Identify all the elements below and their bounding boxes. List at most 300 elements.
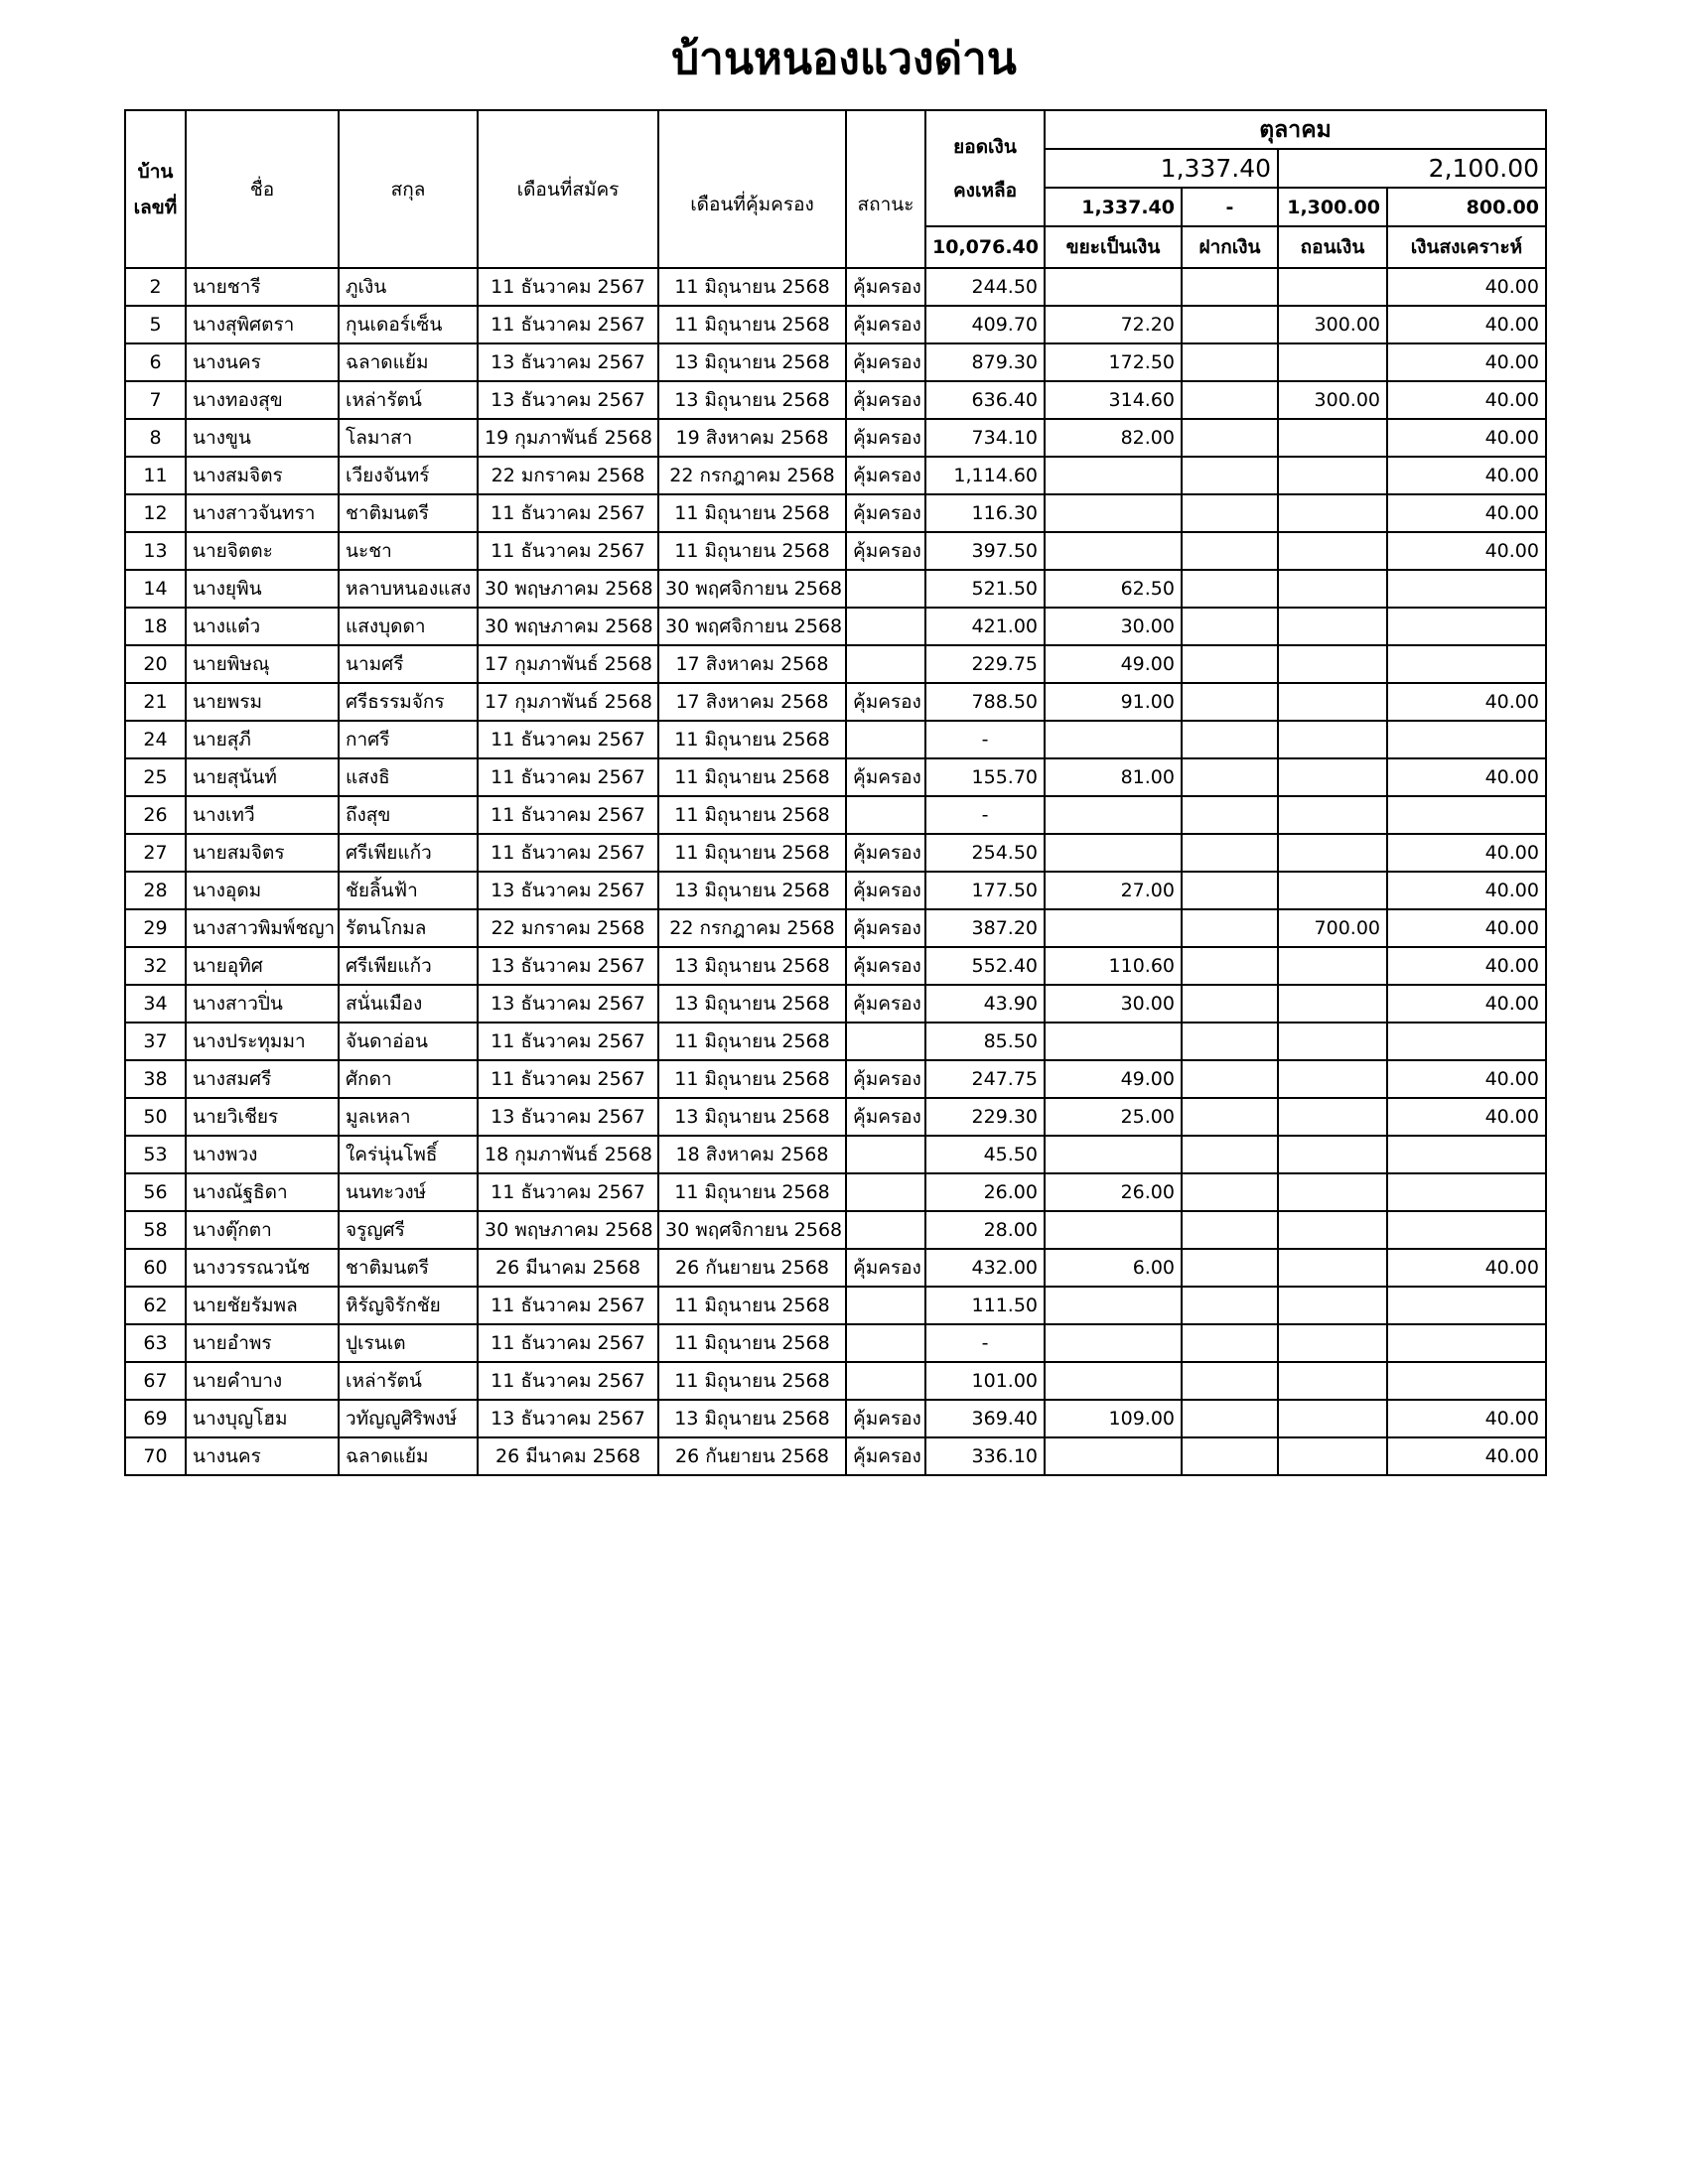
table-row (125, 758, 1546, 796)
balance-cell: 28.00 (925, 1211, 1045, 1249)
welfare-cell (1387, 1023, 1546, 1060)
house-number-cell: 18 (125, 608, 186, 645)
protect-date-cell: 22 กรกฎาคม 2568 (658, 457, 846, 494)
name-cell: นางขูน (186, 419, 339, 457)
welfare-cell (1387, 1362, 1546, 1400)
balance-cell: 432.00 (925, 1249, 1045, 1287)
protect-date-cell: 11 มิถุนายน 2568 (658, 532, 846, 570)
balance-cell: 387.20 (925, 909, 1045, 947)
table-row (125, 834, 1546, 872)
ledger-body (125, 268, 1546, 1475)
waste-amount-cell (1045, 532, 1182, 570)
waste-amount-cell: 6.00 (1045, 1249, 1182, 1287)
deposit-cell (1182, 947, 1278, 985)
house-number-cell: 24 (125, 721, 186, 758)
deposit-cell (1182, 419, 1278, 457)
surname-cell: ชัยลิ้นฟ้า (339, 872, 478, 909)
house-number-cell: 58 (125, 1211, 186, 1249)
withdraw-cell (1278, 532, 1387, 570)
table-row (125, 1362, 1546, 1400)
house-number-cell: 63 (125, 1324, 186, 1362)
table-row (125, 947, 1546, 985)
welfare-cell: 40.00 (1387, 1249, 1546, 1287)
status-cell (846, 1324, 925, 1362)
table-row (125, 1211, 1546, 1249)
name-cell: นางสาวปิ่น (186, 985, 339, 1023)
house-number-cell: 56 (125, 1173, 186, 1211)
surname-cell: กุนเดอร์เซ็น (339, 306, 478, 343)
house-number-cell: 26 (125, 796, 186, 834)
apply-date-cell: 13 ธันวาคม 2567 (478, 947, 658, 985)
apply-date-cell: 26 มีนาคม 2568 (478, 1437, 658, 1475)
table-row (125, 1287, 1546, 1324)
sub-total-3: 1,300.00 (1278, 188, 1387, 226)
table-row (125, 532, 1546, 570)
protect-date-cell: 13 มิถุนายน 2568 (658, 381, 846, 419)
withdraw-cell (1278, 608, 1387, 645)
balance-cell: 397.50 (925, 532, 1045, 570)
balance-cell: 369.40 (925, 1400, 1045, 1437)
apply-date-cell: 11 ธันวาคม 2567 (478, 1324, 658, 1362)
balance-cell: 1,114.60 (925, 457, 1045, 494)
waste-amount-cell: 81.00 (1045, 758, 1182, 796)
status-cell (846, 1136, 925, 1173)
status-cell: คุ้มครอง (846, 947, 925, 985)
welfare-cell: 40.00 (1387, 343, 1546, 381)
status-cell (846, 1287, 925, 1324)
surname-cell: โลมาสา (339, 419, 478, 457)
withdraw-cell (1278, 570, 1387, 608)
house-number-cell: 70 (125, 1437, 186, 1475)
deposit-cell (1182, 645, 1278, 683)
table-row (125, 419, 1546, 457)
welfare-cell: 40.00 (1387, 306, 1546, 343)
withdraw-cell: 700.00 (1278, 909, 1387, 947)
house-number-cell: 2 (125, 268, 186, 306)
status-cell: คุ้มครอง (846, 494, 925, 532)
apply-date-cell: 13 ธันวาคม 2567 (478, 1098, 658, 1136)
status-cell: คุ้มครอง (846, 268, 925, 306)
header-first-name: ชื่อ (186, 110, 339, 268)
balance-cell: 116.30 (925, 494, 1045, 532)
status-cell (846, 796, 925, 834)
waste-amount-cell: 25.00 (1045, 1098, 1182, 1136)
status-cell: คุ้มครอง (846, 1098, 925, 1136)
balance-cell: 43.90 (925, 985, 1045, 1023)
waste-amount-cell (1045, 796, 1182, 834)
table-row (125, 457, 1546, 494)
apply-date-cell: 11 ธันวาคม 2567 (478, 268, 658, 306)
protect-date-cell: 26 กันยายน 2568 (658, 1437, 846, 1475)
status-cell (846, 1173, 925, 1211)
house-number-cell: 14 (125, 570, 186, 608)
surname-cell: ศักดา (339, 1060, 478, 1098)
page-title: บ้านหนองแวงด่าน (671, 34, 1017, 84)
apply-date-cell: 30 พฤษภาคม 2568 (478, 1211, 658, 1249)
name-cell: นางประทุมมา (186, 1023, 339, 1060)
balance-cell: 155.70 (925, 758, 1045, 796)
table-row (125, 1400, 1546, 1437)
welfare-cell: 40.00 (1387, 683, 1546, 721)
status-cell (846, 721, 925, 758)
balance-cell: 879.30 (925, 343, 1045, 381)
withdraw-cell (1278, 1023, 1387, 1060)
group-total-2: 2,100.00 (1278, 149, 1546, 188)
name-cell: นางสาวจันทรา (186, 494, 339, 532)
ledger-table (124, 109, 1547, 1476)
withdraw-cell (1278, 1211, 1387, 1249)
header-deposit: ฝากเงิน (1182, 226, 1278, 268)
protect-date-cell: 11 มิถุนายน 2568 (658, 1060, 846, 1098)
surname-cell: ศรีเพียแก้ว (339, 947, 478, 985)
apply-date-cell: 22 มกราคม 2568 (478, 909, 658, 947)
waste-amount-cell: 62.50 (1045, 570, 1182, 608)
table-row (125, 721, 1546, 758)
surname-cell: วทัญญูศิริพงษ์ (339, 1400, 478, 1437)
surname-cell: เวียงจันทร์ (339, 457, 478, 494)
name-cell: นางทองสุข (186, 381, 339, 419)
welfare-cell: 40.00 (1387, 834, 1546, 872)
protect-date-cell: 13 มิถุนายน 2568 (658, 343, 846, 381)
waste-amount-cell: 82.00 (1045, 419, 1182, 457)
balance-cell: 409.70 (925, 306, 1045, 343)
protect-date-cell: 19 สิงหาคม 2568 (658, 419, 846, 457)
surname-cell: ฉลาดแย้ม (339, 343, 478, 381)
apply-date-cell: 11 ธันวาคม 2567 (478, 1287, 658, 1324)
deposit-cell (1182, 306, 1278, 343)
protect-date-cell: 13 มิถุนายน 2568 (658, 1098, 846, 1136)
balance-cell: 521.50 (925, 570, 1045, 608)
waste-amount-cell: 26.00 (1045, 1173, 1182, 1211)
protect-date-cell: 11 มิถุนายน 2568 (658, 1173, 846, 1211)
table-row (125, 1437, 1546, 1475)
name-cell: นายสมจิตร (186, 834, 339, 872)
welfare-cell: 40.00 (1387, 909, 1546, 947)
deposit-cell (1182, 494, 1278, 532)
status-cell: คุ้มครอง (846, 683, 925, 721)
protect-date-cell: 11 มิถุนายน 2568 (658, 1324, 846, 1362)
table-row (125, 1173, 1546, 1211)
waste-amount-cell (1045, 1211, 1182, 1249)
house-number-cell: 27 (125, 834, 186, 872)
house-number-cell: 12 (125, 494, 186, 532)
name-cell: นายจิตตะ (186, 532, 339, 570)
apply-date-cell: 11 ธันวาคม 2567 (478, 796, 658, 834)
waste-amount-cell (1045, 1023, 1182, 1060)
header-balance: ยอดเงิน คงเหลือ (925, 110, 1045, 226)
house-number-cell: 6 (125, 343, 186, 381)
surname-cell: นนทะวงษ์ (339, 1173, 478, 1211)
table-row (125, 1249, 1546, 1287)
surname-cell: ใคร่นุ่นโพธิ์ (339, 1136, 478, 1173)
status-cell: คุ้มครอง (846, 1060, 925, 1098)
balance-cell: 336.10 (925, 1437, 1045, 1475)
header-month: ตุลาคม (1045, 110, 1546, 149)
status-cell (846, 570, 925, 608)
name-cell: นายอำพร (186, 1324, 339, 1362)
header-protect-month: เดือนที่คุ้มครอง (658, 110, 846, 268)
house-number-cell: 7 (125, 381, 186, 419)
withdraw-cell (1278, 645, 1387, 683)
apply-date-cell: 17 กุมภาพันธ์ 2568 (478, 645, 658, 683)
name-cell: นายสุนันท์ (186, 758, 339, 796)
waste-amount-cell: 49.00 (1045, 1060, 1182, 1098)
name-cell: นางพวง (186, 1136, 339, 1173)
withdraw-cell (1278, 1324, 1387, 1362)
protect-date-cell: 11 มิถุนายน 2568 (658, 796, 846, 834)
status-cell: คุ้มครอง (846, 909, 925, 947)
waste-amount-cell: 109.00 (1045, 1400, 1182, 1437)
waste-amount-cell: 110.60 (1045, 947, 1182, 985)
balance-cell: 552.40 (925, 947, 1045, 985)
protect-date-cell: 13 มิถุนายน 2568 (658, 947, 846, 985)
house-number-cell: 8 (125, 419, 186, 457)
header-last-name: สกุล (339, 110, 478, 268)
surname-cell: เหล่ารัตน์ (339, 381, 478, 419)
protect-date-cell: 13 มิถุนายน 2568 (658, 872, 846, 909)
status-cell: คุ้มครอง (846, 1437, 925, 1475)
name-cell: นางสมจิตร (186, 457, 339, 494)
waste-amount-cell: 172.50 (1045, 343, 1182, 381)
surname-cell: หลาบหนองแสง (339, 570, 478, 608)
status-cell: คุ้มครอง (846, 532, 925, 570)
name-cell: นางสมศรี (186, 1060, 339, 1098)
header-welfare: เงินสงเคราะห์ (1387, 226, 1546, 268)
apply-date-cell: 11 ธันวาคม 2567 (478, 1060, 658, 1098)
balance-cell: 101.00 (925, 1362, 1045, 1400)
withdraw-cell (1278, 1362, 1387, 1400)
status-cell: คุ้มครอง (846, 872, 925, 909)
protect-date-cell: 17 สิงหาคม 2568 (658, 683, 846, 721)
deposit-cell (1182, 1060, 1278, 1098)
welfare-cell (1387, 1173, 1546, 1211)
house-number-cell: 53 (125, 1136, 186, 1173)
balance-cell: 229.30 (925, 1098, 1045, 1136)
welfare-cell (1387, 1324, 1546, 1362)
waste-amount-cell: 72.20 (1045, 306, 1182, 343)
table-row (125, 796, 1546, 834)
welfare-cell: 40.00 (1387, 947, 1546, 985)
surname-cell: ปูเรนเต (339, 1324, 478, 1362)
deposit-cell (1182, 1023, 1278, 1060)
table-row (125, 608, 1546, 645)
balance-cell: 636.40 (925, 381, 1045, 419)
surname-cell: ฉลาดแย้ม (339, 1437, 478, 1475)
surname-cell: ศรีธรรมจักร (339, 683, 478, 721)
deposit-cell (1182, 1362, 1278, 1400)
waste-amount-cell: 49.00 (1045, 645, 1182, 683)
status-cell: คุ้มครอง (846, 381, 925, 419)
deposit-cell (1182, 608, 1278, 645)
protect-date-cell: 22 กรกฎาคม 2568 (658, 909, 846, 947)
waste-amount-cell (1045, 1362, 1182, 1400)
table-row (125, 683, 1546, 721)
house-number-cell: 32 (125, 947, 186, 985)
waste-amount-cell (1045, 1287, 1182, 1324)
house-number-cell: 34 (125, 985, 186, 1023)
withdraw-cell (1278, 1098, 1387, 1136)
welfare-cell: 40.00 (1387, 268, 1546, 306)
withdraw-cell: 300.00 (1278, 306, 1387, 343)
house-number-cell: 13 (125, 532, 186, 570)
balance-cell: 26.00 (925, 1173, 1045, 1211)
balance-cell: 254.50 (925, 834, 1045, 872)
group-total-1: 1,337.40 (1045, 149, 1278, 188)
name-cell: นางนคร (186, 343, 339, 381)
protect-date-cell: 11 มิถุนายน 2568 (658, 268, 846, 306)
house-number-cell: 62 (125, 1287, 186, 1324)
status-cell (846, 1211, 925, 1249)
status-cell: คุ้มครอง (846, 985, 925, 1023)
waste-amount-cell (1045, 457, 1182, 494)
welfare-cell (1387, 1136, 1546, 1173)
withdraw-cell (1278, 1060, 1387, 1098)
apply-date-cell: 11 ธันวาคม 2567 (478, 834, 658, 872)
apply-date-cell: 13 ธันวาคม 2567 (478, 872, 658, 909)
house-number-cell: 21 (125, 683, 186, 721)
deposit-cell (1182, 457, 1278, 494)
protect-date-cell: 11 มิถุนายน 2568 (658, 721, 846, 758)
welfare-cell: 40.00 (1387, 419, 1546, 457)
welfare-cell: 40.00 (1387, 494, 1546, 532)
deposit-cell (1182, 985, 1278, 1023)
waste-amount-cell (1045, 1136, 1182, 1173)
deposit-cell (1182, 381, 1278, 419)
name-cell: นายพรม (186, 683, 339, 721)
status-cell: คุ้มครอง (846, 457, 925, 494)
waste-amount-cell (1045, 268, 1182, 306)
deposit-cell (1182, 1324, 1278, 1362)
status-cell: คุ้มครอง (846, 343, 925, 381)
sub-total-4: 800.00 (1387, 188, 1546, 226)
surname-cell: เหล่ารัตน์ (339, 1362, 478, 1400)
withdraw-cell (1278, 419, 1387, 457)
surname-cell: นะชา (339, 532, 478, 570)
withdraw-cell (1278, 1173, 1387, 1211)
apply-date-cell: 11 ธันวาคม 2567 (478, 494, 658, 532)
withdraw-cell (1278, 268, 1387, 306)
sub-total-1: 1,337.40 (1045, 188, 1182, 226)
deposit-cell (1182, 1437, 1278, 1475)
apply-date-cell: 13 ธันวาคม 2567 (478, 1400, 658, 1437)
table-row (125, 494, 1546, 532)
deposit-cell (1182, 796, 1278, 834)
name-cell: นายอุทิศ (186, 947, 339, 985)
header-house-no: บ้าน เลขที่ (125, 110, 186, 268)
surname-cell: ชาติมนตรี (339, 494, 478, 532)
deposit-cell (1182, 1173, 1278, 1211)
table-row (125, 306, 1546, 343)
welfare-cell: 40.00 (1387, 1098, 1546, 1136)
apply-date-cell: 11 ธันวาคม 2567 (478, 721, 658, 758)
table-row (125, 343, 1546, 381)
name-cell: นางสุพิศตรา (186, 306, 339, 343)
balance-cell: 734.10 (925, 419, 1045, 457)
status-cell: คุ้มครอง (846, 758, 925, 796)
apply-date-cell: 17 กุมภาพันธ์ 2568 (478, 683, 658, 721)
house-number-cell: 11 (125, 457, 186, 494)
protect-date-cell: 13 มิถุนายน 2568 (658, 1400, 846, 1437)
balance-cell: 111.50 (925, 1287, 1045, 1324)
protect-date-cell: 30 พฤศจิกายน 2568 (658, 1211, 846, 1249)
sub-total-2: - (1182, 188, 1278, 226)
welfare-cell: 40.00 (1387, 985, 1546, 1023)
table-row (125, 1324, 1546, 1362)
withdraw-cell (1278, 1287, 1387, 1324)
balance-cell: 177.50 (925, 872, 1045, 909)
surname-cell: กาศรี (339, 721, 478, 758)
protect-date-cell: 11 มิถุนายน 2568 (658, 1023, 846, 1060)
protect-date-cell: 30 พฤศจิกายน 2568 (658, 570, 846, 608)
house-number-cell: 5 (125, 306, 186, 343)
apply-date-cell: 18 กุมภาพันธ์ 2568 (478, 1136, 658, 1173)
balance-cell: 244.50 (925, 268, 1045, 306)
withdraw-cell (1278, 343, 1387, 381)
waste-amount-cell: 91.00 (1045, 683, 1182, 721)
welfare-cell (1387, 721, 1546, 758)
table-row (125, 1136, 1546, 1173)
name-cell: นายคำบาง (186, 1362, 339, 1400)
surname-cell: นามศรี (339, 645, 478, 683)
deposit-cell (1182, 570, 1278, 608)
house-number-cell: 67 (125, 1362, 186, 1400)
house-number-cell: 38 (125, 1060, 186, 1098)
deposit-cell (1182, 343, 1278, 381)
table-row (125, 381, 1546, 419)
surname-cell: รัตนโกมล (339, 909, 478, 947)
deposit-cell (1182, 758, 1278, 796)
deposit-cell (1182, 1287, 1278, 1324)
table-row (125, 1023, 1546, 1060)
table-row (125, 1060, 1546, 1098)
withdraw-cell (1278, 758, 1387, 796)
deposit-cell (1182, 532, 1278, 570)
surname-cell: ศรีเพียแก้ว (339, 834, 478, 872)
deposit-cell (1182, 1249, 1278, 1287)
welfare-cell (1387, 796, 1546, 834)
apply-date-cell: 11 ธันวาคม 2567 (478, 1362, 658, 1400)
name-cell: นางยุพิน (186, 570, 339, 608)
table-row (125, 909, 1546, 947)
balance-cell: - (925, 1324, 1045, 1362)
deposit-cell (1182, 721, 1278, 758)
protect-date-cell: 26 กันยายน 2568 (658, 1249, 846, 1287)
waste-amount-cell (1045, 494, 1182, 532)
house-number-cell: 29 (125, 909, 186, 947)
waste-amount-cell (1045, 721, 1182, 758)
deposit-cell (1182, 1136, 1278, 1173)
balance-total: 10,076.40 (925, 226, 1045, 268)
welfare-cell: 40.00 (1387, 1060, 1546, 1098)
balance-cell: 229.75 (925, 645, 1045, 683)
withdraw-cell (1278, 494, 1387, 532)
table-row (125, 645, 1546, 683)
apply-date-cell: 11 ธันวาคม 2567 (478, 758, 658, 796)
withdraw-cell (1278, 721, 1387, 758)
balance-cell: - (925, 721, 1045, 758)
waste-amount-cell (1045, 1324, 1182, 1362)
name-cell: นางณัฐธิดา (186, 1173, 339, 1211)
protect-date-cell: 11 มิถุนายน 2568 (658, 1287, 846, 1324)
withdraw-cell (1278, 872, 1387, 909)
protect-date-cell: 11 มิถุนายน 2568 (658, 494, 846, 532)
name-cell: นางบุญโฮม (186, 1400, 339, 1437)
deposit-cell (1182, 909, 1278, 947)
status-cell (846, 608, 925, 645)
status-cell (846, 645, 925, 683)
deposit-cell (1182, 1098, 1278, 1136)
withdraw-cell (1278, 457, 1387, 494)
